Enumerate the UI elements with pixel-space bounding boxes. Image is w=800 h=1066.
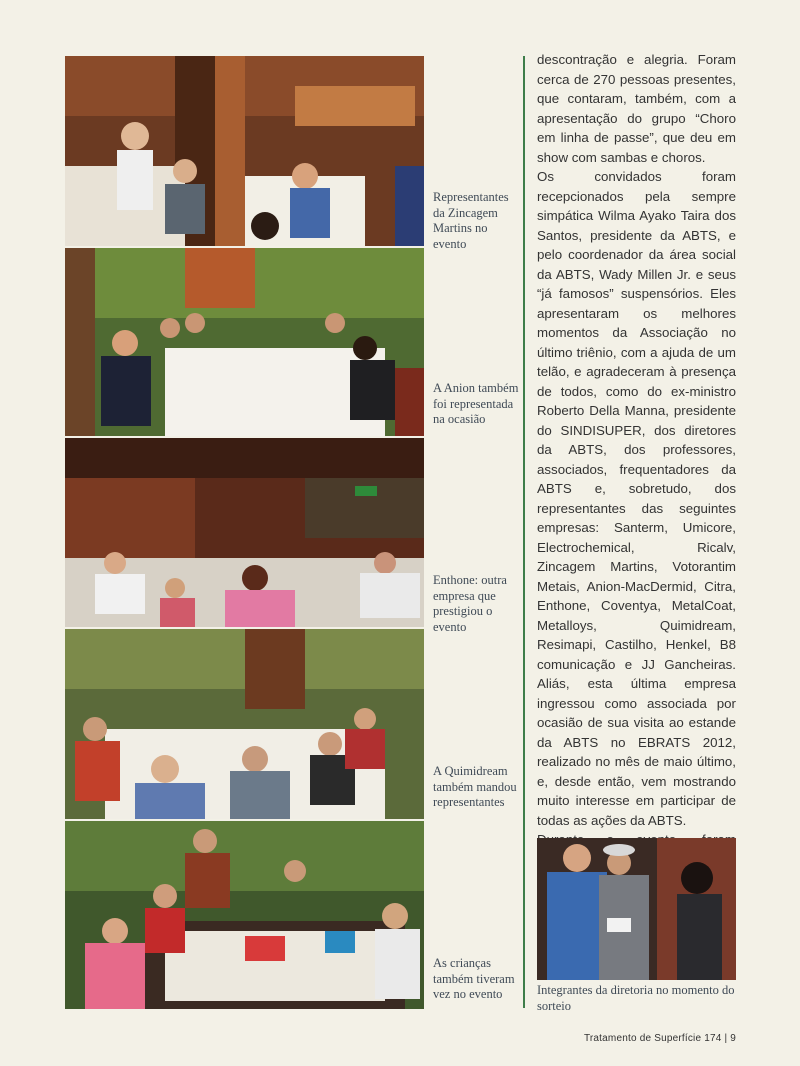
caption-criancas: As crianças também tiveram vez no evento	[433, 956, 515, 1001]
photo-criancas	[65, 821, 424, 1009]
photo-sorteio	[537, 838, 736, 980]
column-divider	[523, 56, 525, 1008]
article-paragraph: descontração e alegria. Foram cerca de 270 pessoas presentes, que contaram, também, com a apresentação do grupo “Choro em linha de passe”, que deu em show com sambas e choros.	[537, 52, 736, 165]
photo-anion	[65, 248, 424, 436]
photo-quimidream	[65, 629, 424, 819]
photo-enthone	[65, 438, 424, 627]
article-body	[537, 50, 736, 908]
caption-zincagem: Representantes da Zincagem Martins no evento	[433, 190, 509, 251]
photo-zincagem	[65, 56, 424, 246]
page-footer: Tratamento de Superfície 174 | 9	[583, 1033, 736, 1044]
caption-quimidream: A Quimidream também mandou representantes	[433, 764, 517, 809]
caption-sorteio: Integrantes da diretoria no momento do sorteio	[537, 983, 735, 1013]
caption-anion: A Anion também foi representada na ocasião	[433, 381, 519, 426]
caption-enthone: Enthone: outra empresa que prestigiou o evento	[433, 573, 507, 634]
article-paragraph: Os convidados foram recepcionados pela sempre simpática Wilma Ayako Taira dos Santos, presidente da ABTS, e pelo coordenador da área social da ABTS, Wady Millen Jr. e seus “já famosos” suspensórios. Eles apresentaram os melhores momentos da Associação no último triênio, com a ajuda de um telão, e agradeceram à presença de todos, como do ex-ministro Roberto Della Manna, presidente do SINDISUPER, dos diretores da ABTS, dos professores, associados, frequentadores da ABTS e, sobretudo, dos representantes das seguintes empresas: Santerm, Umicore, Electrochemical, Ricalv, Zincagem Martins, Votorantim Metais, Anion-MacDermid, Citra, Enthone, Coventya, MetalCoat, Metalloys, Quimidream, Resimapi, Castilho, Henkel, B8 comunicação e JJ Gancheiras. Aliás, esta última empresa ingressou como associada por ocasião de sua visita ao estande da ABTS no EBRATS 2012, realizado no mês de maio último, e, desde então, vem mostrando muito interesse em participar de todas as ações da ABTS.	[537, 169, 736, 828]
